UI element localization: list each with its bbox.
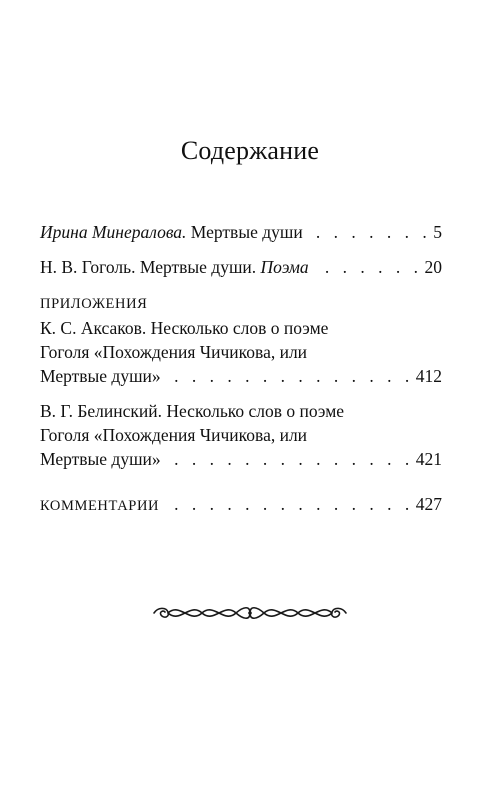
page-title: Содержание xyxy=(180,136,320,165)
toc-line xyxy=(40,492,442,518)
toc-section-heading: КОММЕНТАРИИ xyxy=(40,498,160,514)
toc-line xyxy=(40,447,442,471)
toc-line: Гоголя «Похождения Чичикова, или xyxy=(40,425,308,445)
toc-work-title: Мертвые души» xyxy=(40,449,161,469)
toc-page-number: 20 xyxy=(424,257,442,277)
toc-entry-comments[interactable] xyxy=(40,492,442,518)
toc-line: К. С. Аксаков. Несколько слов о поэме xyxy=(40,318,329,338)
toc-line xyxy=(40,255,442,279)
dot-leader xyxy=(165,492,414,516)
toc-page-number: 5 xyxy=(433,222,442,242)
toc-author: Ирина Минералова. xyxy=(40,222,187,242)
toc-line xyxy=(40,220,442,244)
toc-work-title: Мертвые души xyxy=(190,222,303,242)
dot-leader xyxy=(167,364,414,388)
toc-work-title: Мертвые души. xyxy=(139,257,257,277)
toc-line: В. Г. Белинский. Несколько слов о поэме xyxy=(40,401,345,421)
toc-line xyxy=(40,364,442,388)
dot-leader xyxy=(309,220,432,244)
toc-page-number: 427 xyxy=(415,494,442,514)
table-of-contents xyxy=(40,220,442,518)
toc-author: Н. В. Гоголь. xyxy=(40,257,136,277)
toc-page-number: 421 xyxy=(415,449,442,469)
dot-leader xyxy=(315,255,423,279)
toc-entry-gogol[interactable] xyxy=(40,255,442,279)
toc-entry-aksakov[interactable] xyxy=(40,292,442,388)
toc-section-heading: ПРИЛОЖЕНИЯ xyxy=(40,296,148,312)
toc-work-title: Мертвые души» xyxy=(40,366,161,386)
toc-entry-mineralova[interactable] xyxy=(40,220,442,244)
decorative-ornament-icon xyxy=(150,598,350,628)
toc-entry-belinsky[interactable] xyxy=(40,399,442,471)
toc-page-number: 412 xyxy=(415,366,442,386)
toc-work-subtitle: Поэма xyxy=(260,257,309,277)
toc-line: Гоголя «Похождения Чичикова, или xyxy=(40,342,308,362)
dot-leader xyxy=(167,447,414,471)
